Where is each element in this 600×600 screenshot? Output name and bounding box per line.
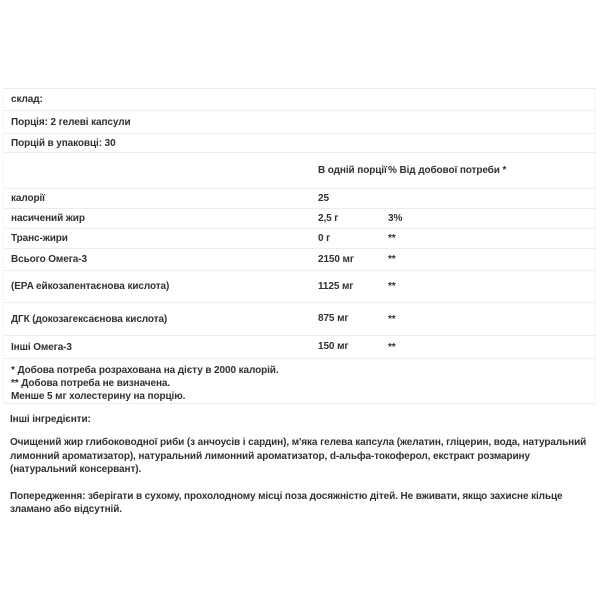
header-daily-value: % Від добової потреби * (388, 165, 507, 176)
composition-label: склад: (11, 94, 43, 105)
servings-per-container-label: Порцій в упаковці: 30 (11, 137, 116, 149)
nutrient-name: Всього Омега-3 (11, 254, 87, 265)
nutrient-row-saturated-fat (4, 209, 595, 229)
nutrient-row-dha (4, 303, 595, 336)
label-lower-section (3, 414, 596, 517)
header-per-serving: В одній порції (318, 164, 387, 176)
nutrient-amount: 1125 мг (318, 280, 354, 292)
nutrient-name: (EPA ейкозапентаєнова кислота) (11, 281, 170, 292)
nutrient-dv: 3% (388, 213, 403, 224)
nutrient-amount: 875 мг (318, 313, 349, 325)
table-header-row (4, 153, 595, 189)
supplement-facts-label (3, 88, 596, 517)
nutrient-row-calories (4, 189, 595, 209)
footnote-dv-not-established: ** Добова потреба не визначена. (11, 378, 171, 389)
nutrient-name: ДГК (докозагексаєнова кислота) (11, 313, 168, 325)
footnote-daily-diet: * Добова потреба розрахована на дієту в 2000 калорій. (11, 365, 279, 376)
nutrient-dv: ** (388, 233, 396, 244)
nutrient-row-other-omega3 (4, 336, 595, 359)
nutrient-dv: ** (388, 313, 396, 325)
nutrient-dv: ** (388, 254, 396, 265)
nutrient-amount: 150 мг (318, 341, 349, 353)
other-ingredients-text: Очищений жир глибоководної риби (з анчоусів і сардин), м'яка гелева капсула (желатин, гліцерин, вода, натуральний лимонний ароматизатор), натуральний лимонний ароматизатор, d-альфа-токоферол, екстракт розмарину (натуральний консервант). (10, 437, 587, 475)
nutrient-name: калорії (11, 193, 45, 204)
nutrient-amount: 25 (318, 192, 329, 204)
intro-row-serving-size (4, 111, 595, 134)
nutrient-row-epa (4, 271, 595, 303)
nutrient-dv: ** (388, 341, 396, 353)
serving-size-label: Порція: 2 гелеві капсули (11, 116, 131, 128)
footnote-cholesterol: Менше 5 мг холестерину на порцію. (11, 391, 186, 402)
warning-text: Попередження: зберігати в сухому, прохолодному місці поза досяжністю дітей. Не вживати, якщо захисне кільце зламано або відсутній. (10, 490, 563, 515)
nutrient-row-trans-fat (4, 229, 595, 249)
supplement-facts-table (3, 88, 596, 404)
nutrient-dv: ** (388, 281, 396, 292)
other-ingredients-title: Інші інгредієнти: (10, 414, 91, 425)
intro-row-composition (4, 89, 595, 111)
nutrient-row-total-omega3 (4, 249, 595, 271)
footnotes-block (4, 359, 595, 404)
nutrient-amount: 0 г (318, 232, 331, 244)
nutrient-amount: 2,5 г (318, 212, 339, 224)
nutrient-amount: 2150 мг (318, 253, 354, 265)
intro-row-servings-per-container (4, 134, 595, 153)
nutrient-name: Транс-жири (11, 233, 68, 244)
nutrient-name: насичений жир (11, 213, 85, 224)
nutrient-name: Інші Омега-3 (11, 341, 72, 353)
